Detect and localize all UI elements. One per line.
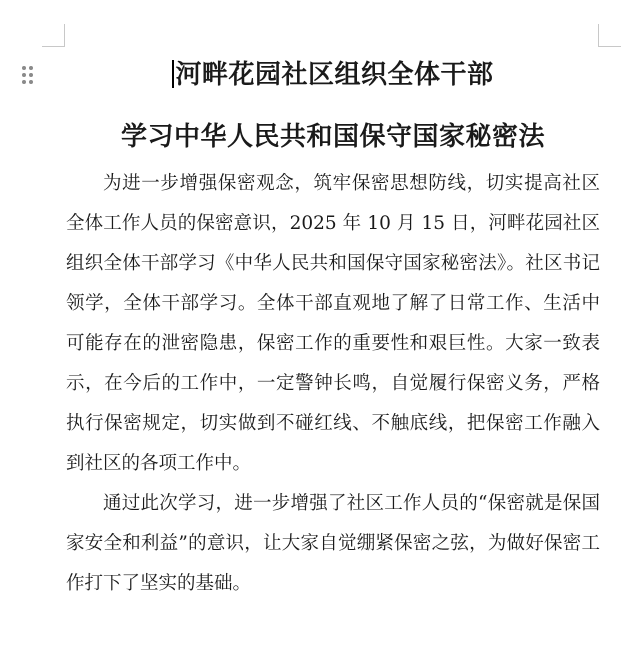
crop-mark-top-right <box>598 24 621 47</box>
document-title-line-1[interactable] <box>66 52 600 98</box>
drag-handle-icon[interactable] <box>22 66 36 88</box>
title-line-1-text: 河畔花园社区组织全体干部 <box>175 60 494 90</box>
crop-mark-top-left <box>42 24 65 47</box>
body-paragraph-1[interactable]: 为进一步增强保密观念，筑牢保密思想防线，切实提高社区全体工作人员的保密意识，2025 年 10 月 15 日，河畔花园社区组织全体干部学习《中华人民共和国保守国家秘密法》。社区书记领学，全体干部学习。全体干部直观地了解了日常工作、生活中可能存在的泄密隐患，保密工作的重要性和艰巨性。大家一致表示，在今后的工作中，一定警钟长鸣，自觉履行保密义务，严格执行保密规定，切实做到不碰红线、不触底线，把保密工作融入到社区的各项工作中。 <box>66 173 600 474</box>
document-page[interactable] <box>66 52 600 604</box>
body-paragraph-2[interactable]: 通过此次学习，进一步增强了社区工作人员的“保密就是保国家安全和利益”的意识，让大家自觉绷紧保密之弦，为做好保密工作打下了坚实的基础。 <box>66 493 600 594</box>
document-title-line-2[interactable]: 学习中华人民共和国保守国家秘密法 <box>120 122 545 152</box>
